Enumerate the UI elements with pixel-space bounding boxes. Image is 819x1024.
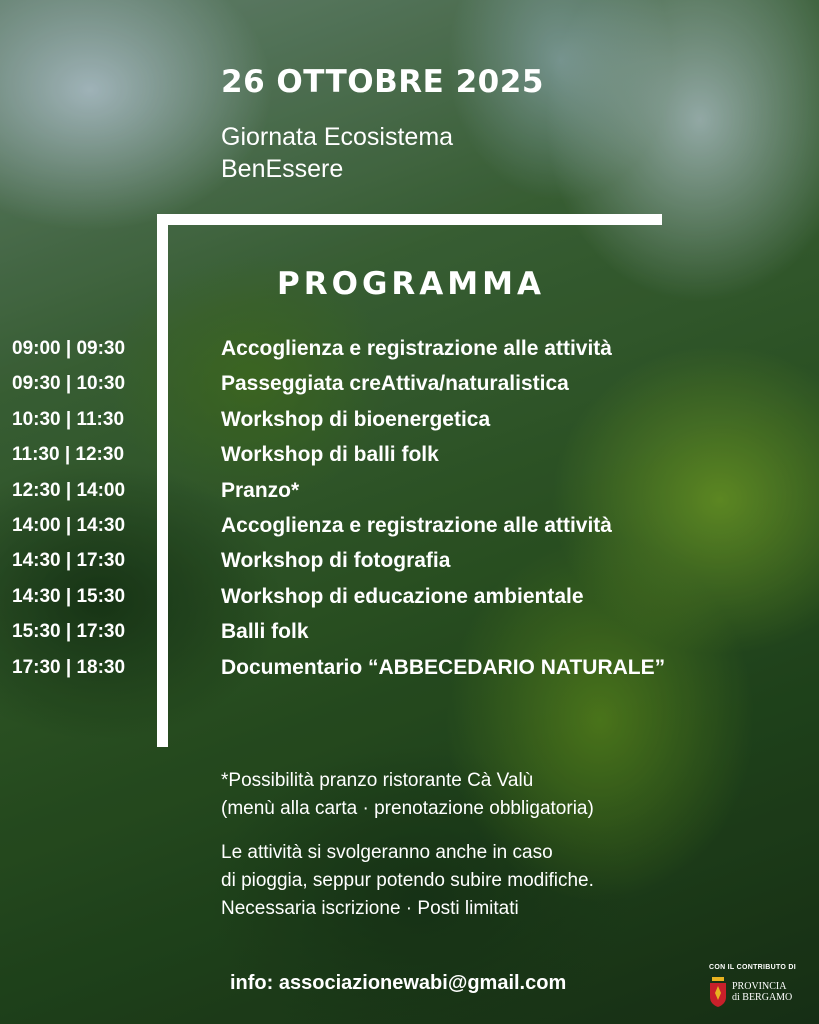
schedule-time: 15:30 | 17:30 xyxy=(12,621,126,643)
schedule-row xyxy=(0,650,819,685)
schedule-row xyxy=(0,402,819,437)
sponsor-label: CON IL CONTRIBUTO DI xyxy=(708,964,797,971)
provincia-logo xyxy=(708,977,805,1007)
schedule-time: 14:30 | 17:30 xyxy=(12,550,126,572)
provincia-name-line-2: di BERGAMO xyxy=(732,992,793,1003)
schedule-activity: Passeggiata creAttiva/naturalistica xyxy=(221,372,569,396)
schedule-time: 12:30 | 14:00 xyxy=(12,479,126,501)
schedule-time: 17:30 | 18:30 xyxy=(12,656,126,678)
schedule-time: 14:00 | 14:30 xyxy=(12,514,126,536)
schedule-row xyxy=(0,366,819,401)
schedule-activity: Pranzo* xyxy=(221,478,300,502)
schedule-activity: Accoglienza e registrazione alle attività xyxy=(221,513,612,537)
lunch-note-line-2: (menù alla carta · prenotazione obbligatoria) xyxy=(221,798,594,819)
sponsor-block xyxy=(700,964,805,1007)
provincia-name xyxy=(732,981,792,1003)
rain-note-line-3: Necessaria iscrizione · Posti limitati xyxy=(221,898,519,919)
event-subtitle xyxy=(221,121,621,185)
schedule-activity: Accoglienza e registrazione alle attività xyxy=(221,337,612,360)
schedule-activity: Workshop di educazione ambientale xyxy=(221,584,584,608)
rain-note-line-2: di pioggia, seppur potendo subire modifiche. xyxy=(221,870,594,891)
schedule-activity: Workshop di balli folk xyxy=(221,443,439,467)
schedule-list xyxy=(0,331,819,685)
frame-top-bar xyxy=(157,214,662,225)
schedule-time: 10:30 | 11:30 xyxy=(12,408,125,430)
schedule-row xyxy=(0,579,819,614)
rain-note-line-1: Le attività si svolgeranno anche in caso xyxy=(221,842,553,863)
subtitle-line-1: Giornata Ecosistema xyxy=(221,123,454,151)
contact-info: info: associazionewabi@gmail.com xyxy=(230,972,567,994)
schedule-activity: Documentario “ABBECEDARIO NATURALE” xyxy=(221,655,666,679)
subtitle-line-2: BenEssere xyxy=(221,155,344,183)
event-date: 26 OTTOBRE 2025 xyxy=(221,64,544,100)
schedule-row xyxy=(0,473,819,508)
schedule-row xyxy=(0,543,819,578)
schedule-row xyxy=(0,331,819,366)
program-title: PROGRAMMA xyxy=(277,266,545,302)
schedule-activity: Balli folk xyxy=(221,620,309,644)
schedule-activity: Workshop di bioenergetica xyxy=(221,407,491,431)
schedule-row xyxy=(0,508,819,543)
schedule-time: 09:30 | 10:30 xyxy=(12,373,126,395)
schedule-time: 11:30 | 12:30 xyxy=(12,444,125,466)
rain-note xyxy=(221,839,594,923)
lunch-note xyxy=(221,767,594,823)
provincia-name-line-1: PROVINCIA xyxy=(732,981,787,992)
schedule-row xyxy=(0,614,819,649)
provincia-crest-icon xyxy=(708,977,728,1007)
schedule-activity: Workshop di fotografia xyxy=(221,549,451,573)
schedule-time: 14:30 | 15:30 xyxy=(12,585,126,607)
lunch-note-line-1: *Possibilità pranzo ristorante Cà Valù xyxy=(221,770,534,791)
schedule-time: 09:00 | 09:30 xyxy=(12,338,126,359)
schedule-row xyxy=(0,437,819,472)
